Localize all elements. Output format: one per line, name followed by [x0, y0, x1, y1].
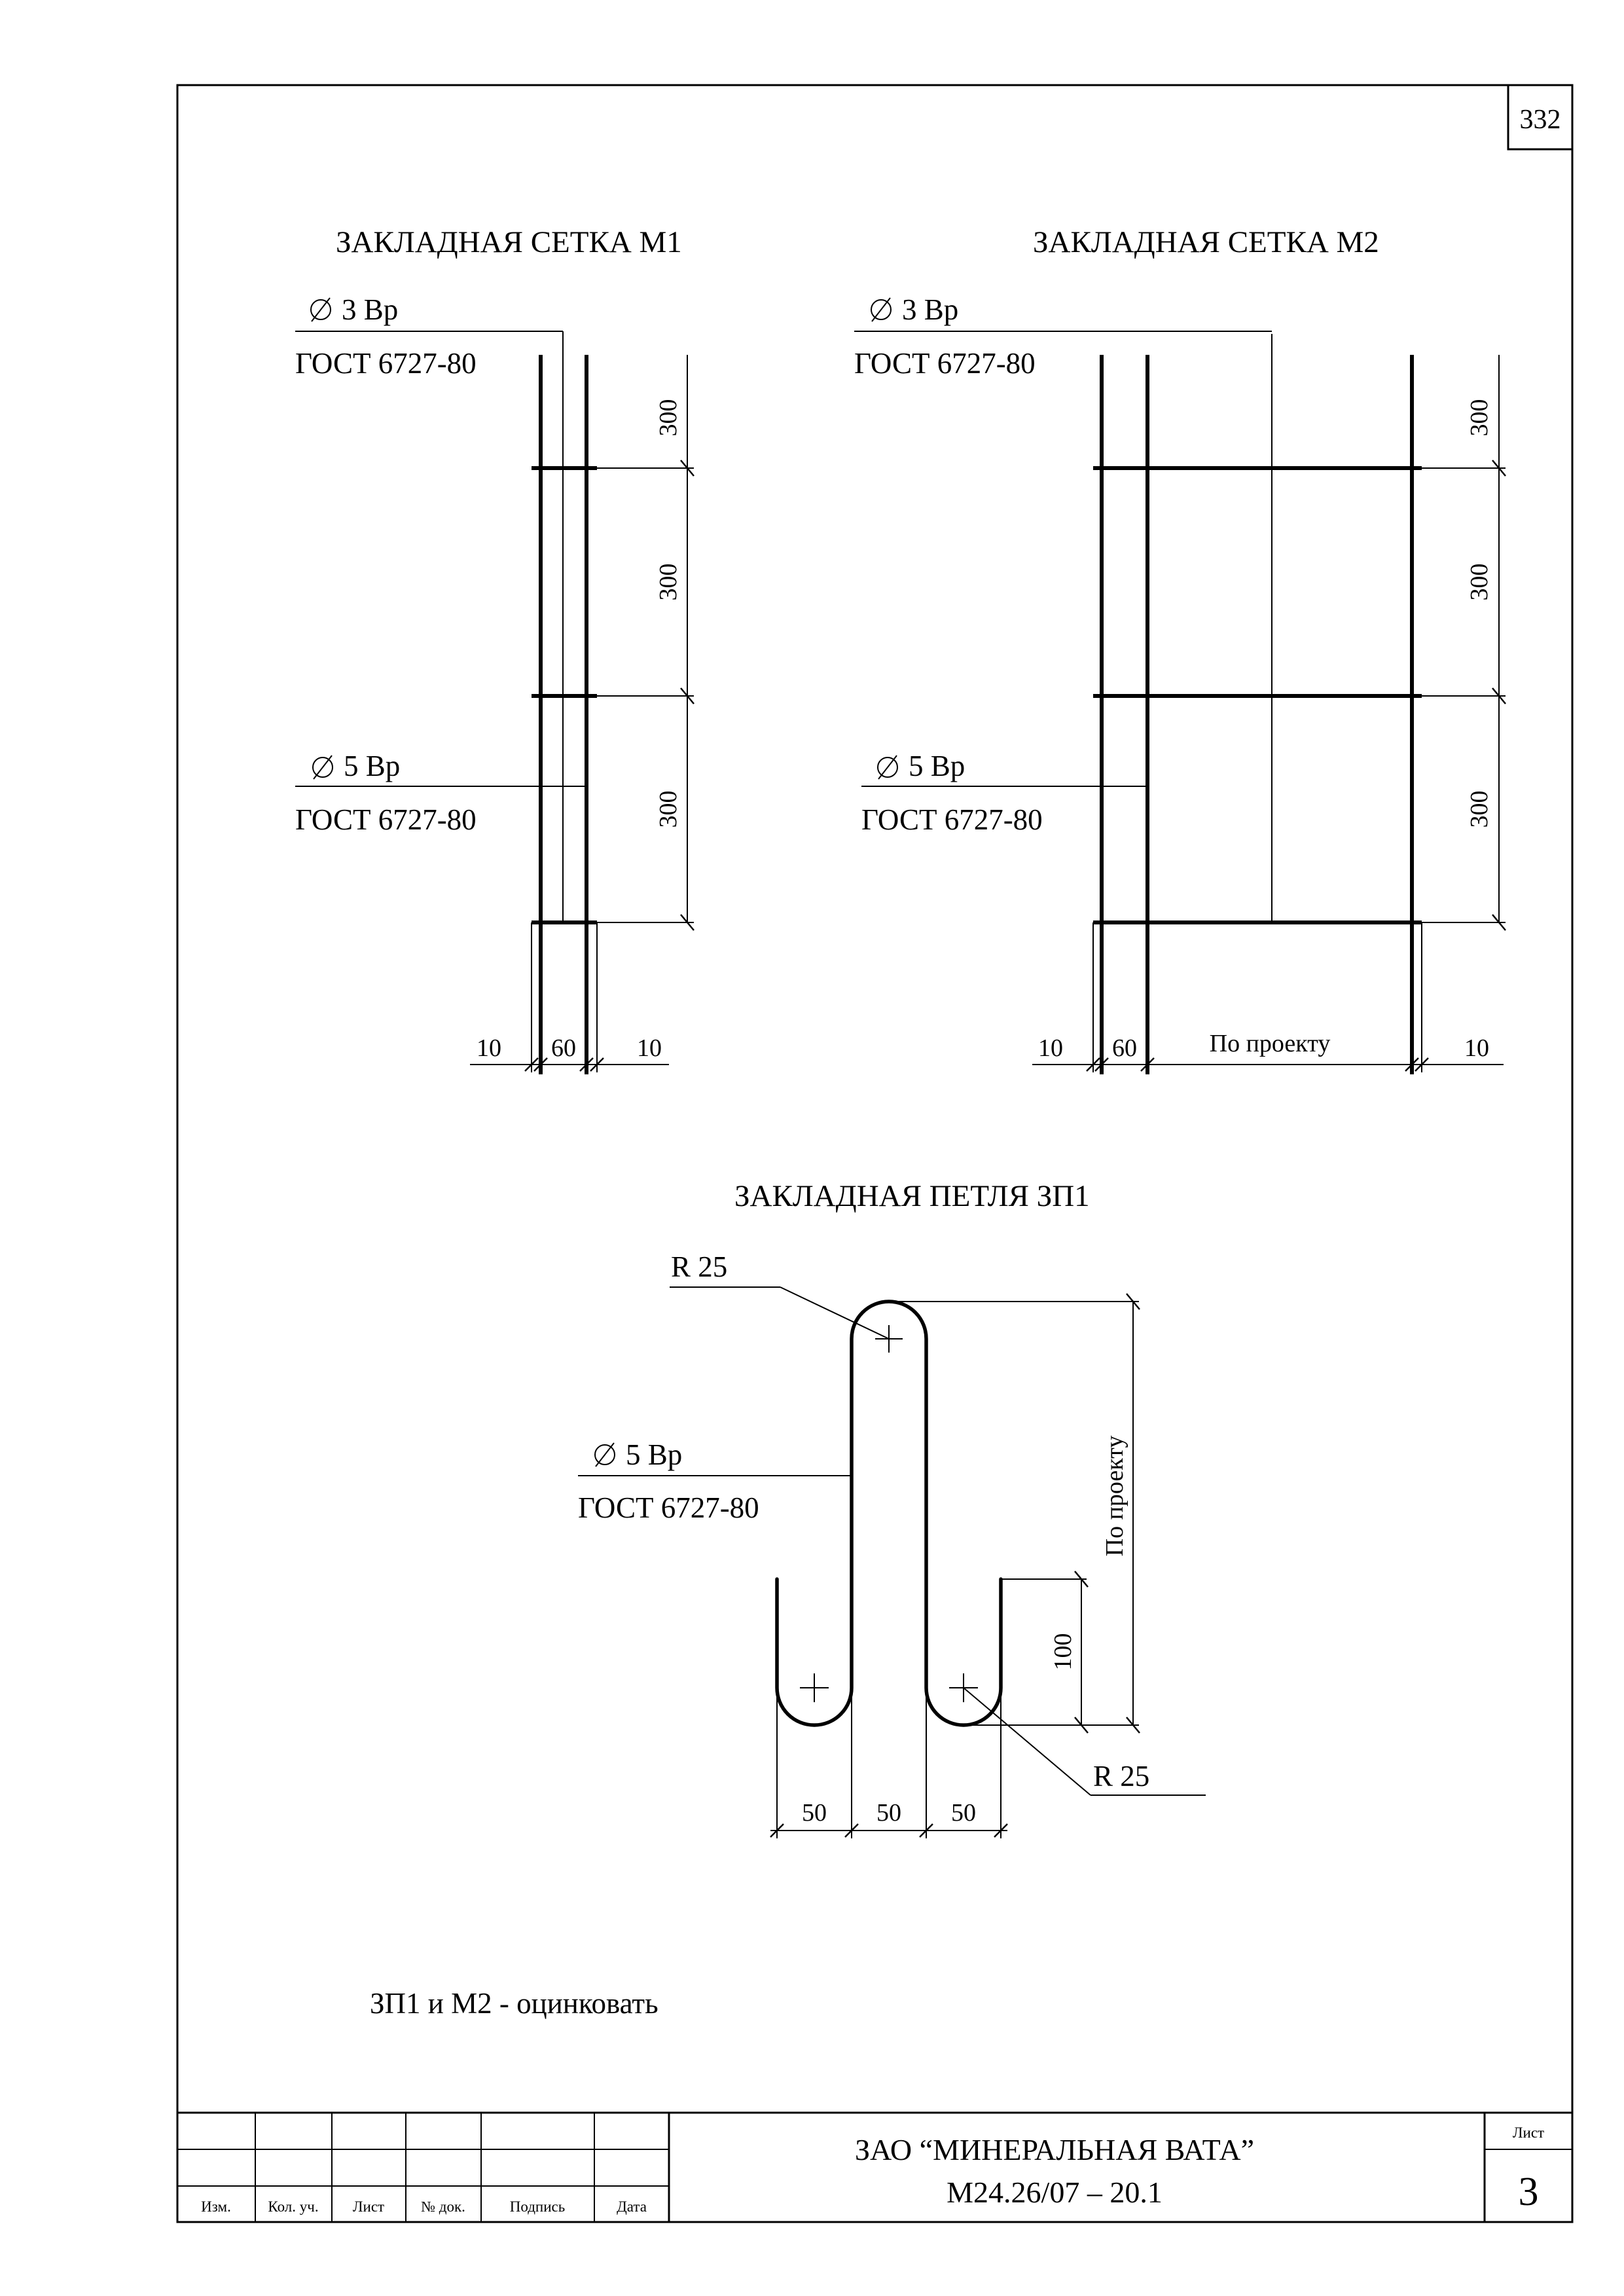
- loop-leader-r-bottom: [964, 1688, 1091, 1795]
- tb-header-podpis: Подпись: [509, 2198, 566, 2215]
- tb-header-kol-uch: Кол. уч.: [268, 2198, 319, 2215]
- m1-dim-10-left: 10: [477, 1034, 501, 1062]
- loop-dim-100: 100: [1049, 1633, 1077, 1671]
- loop-wire: [777, 1302, 1001, 1725]
- tb-header-list: Лист: [352, 2198, 385, 2215]
- mesh-m2-title: ЗАКЛАДНАЯ СЕТКА М2: [1033, 225, 1379, 259]
- page-number: 332: [1519, 105, 1561, 135]
- m1-wire-thin-std: ГОСТ 6727-80: [295, 347, 477, 380]
- diameter-icon: [311, 298, 331, 321]
- m1-dim-300-top: 300: [655, 399, 682, 437]
- m2-wire-thick-std: ГОСТ 6727-80: [861, 803, 1043, 836]
- m1-wire-thin-label: 3 Вр: [342, 293, 399, 326]
- m2-dim-300-bottom: 300: [1466, 790, 1493, 828]
- loop-dim-50-b: 50: [876, 1799, 901, 1827]
- diameter-icon: [871, 298, 891, 321]
- mesh-m1-title: ЗАКЛАДНАЯ СЕТКА М1: [336, 225, 682, 259]
- loop-wire-std: ГОСТ 6727-80: [578, 1491, 759, 1524]
- loop-wire-label: 5 Вр: [626, 1438, 683, 1471]
- m1-dim-60: 60: [551, 1034, 576, 1062]
- loop-radius-bottom: R 25: [1093, 1760, 1150, 1793]
- galvanize-note: ЗП1 и М2 - оцинковать: [370, 1987, 659, 2020]
- m2-dim-10-right: 10: [1464, 1034, 1489, 1062]
- loop-zp1-drawing: [578, 1179, 1206, 1838]
- m2-dim-po-proektu: По проекту: [1209, 1030, 1331, 1057]
- m1-wire-thick-std: ГОСТ 6727-80: [295, 803, 477, 836]
- tb-company: ЗАО “МИНЕРАЛЬНАЯ ВАТА”: [854, 2133, 1255, 2166]
- diameter-icon: [313, 756, 333, 779]
- loop-radius-top: R 25: [671, 1250, 728, 1283]
- tb-header-n-dok: № док.: [421, 2198, 465, 2215]
- m2-dim-10-left: 10: [1038, 1034, 1063, 1062]
- m2-wire-thick-label: 5 Вр: [909, 750, 965, 782]
- m2-wire-thin-std: ГОСТ 6727-80: [854, 347, 1036, 380]
- m1-dim-10-right: 10: [637, 1034, 662, 1062]
- tb-header-data: Дата: [617, 2198, 647, 2215]
- diameter-icon: [595, 1443, 615, 1467]
- loop-dim-po-proektu: По проекту: [1101, 1435, 1128, 1557]
- m2-dim-300-top: 300: [1466, 399, 1493, 437]
- loop-dim-50-c: 50: [951, 1799, 976, 1827]
- drawing-frame: [177, 85, 1572, 2222]
- tb-doc-code: М24.26/07 – 20.1: [947, 2176, 1163, 2209]
- tb-sheet-number: 3: [1518, 2170, 1539, 2214]
- loop-dim-50-a: 50: [802, 1799, 827, 1827]
- mesh-m1-drawing: [295, 225, 694, 1074]
- tb-sheet-label: Лист: [1512, 2124, 1545, 2141]
- tb-header-izm: Изм.: [201, 2198, 231, 2215]
- mesh-m2-drawing: [854, 225, 1506, 1074]
- center-mark-icon: [800, 1673, 829, 1702]
- loop-zp1-title: ЗАКЛАДНАЯ ПЕТЛЯ ЗП1: [734, 1179, 1090, 1213]
- title-block: [177, 2113, 1572, 2222]
- m1-wire-thick-label: 5 Вр: [344, 750, 401, 782]
- diameter-icon: [878, 756, 897, 779]
- m1-dim-300-bottom: 300: [655, 790, 682, 828]
- m2-dim-300-mid: 300: [1466, 563, 1493, 601]
- m2-dim-60: 60: [1112, 1034, 1137, 1062]
- m1-dim-300-mid: 300: [655, 563, 682, 601]
- m2-wire-thin-label: 3 Вр: [902, 293, 959, 326]
